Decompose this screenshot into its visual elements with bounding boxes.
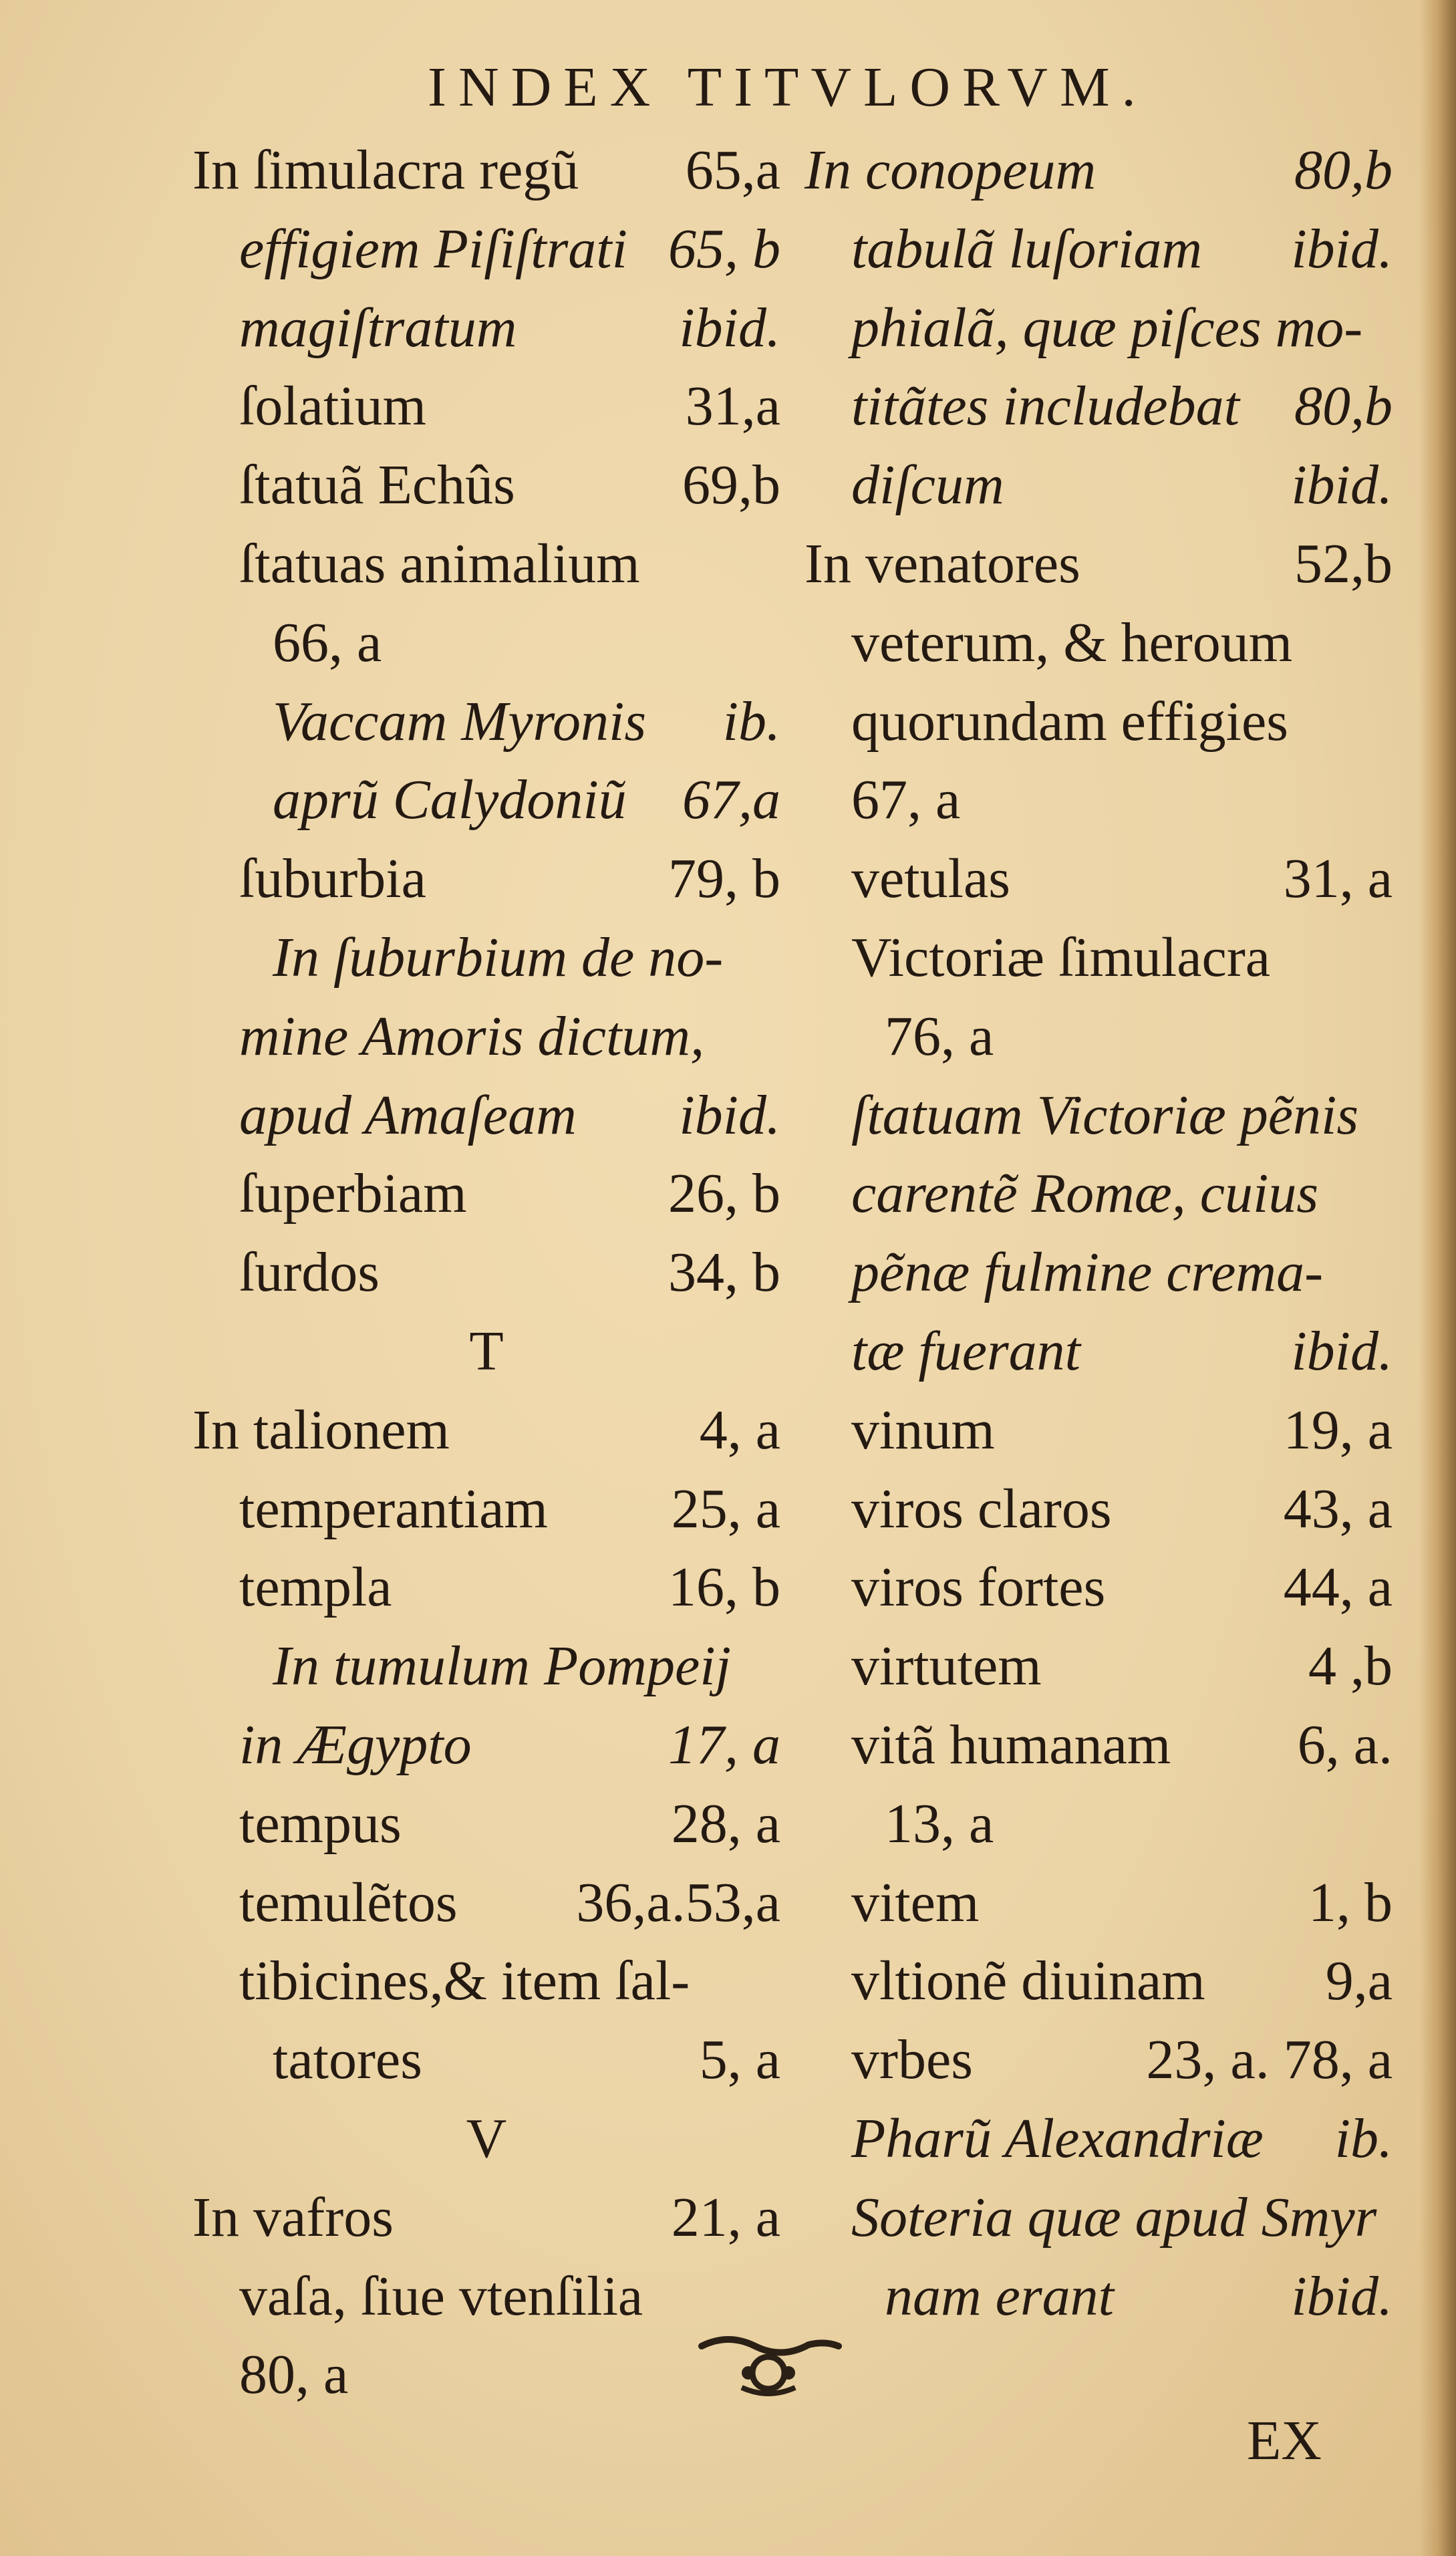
entry-text: 76, a	[885, 1005, 994, 1067]
page-reference: 43, a	[1283, 1477, 1393, 1540]
entry-text: pẽnæ fulmine crema-	[851, 1241, 1324, 1304]
page-reference: 31,a	[685, 375, 780, 438]
entry-text: viros fortes	[851, 1556, 1106, 1619]
entry-text: veterum, & heroum	[851, 611, 1293, 674]
page-reference: 79, b	[668, 848, 780, 910]
entry-text: In vafros	[192, 2186, 394, 2249]
entry-text: effigiem Piſiſtrati	[239, 217, 627, 280]
entry-text: vinum	[851, 1398, 995, 1461]
entry-text: temperantiam	[239, 1477, 548, 1540]
entry-text: titãtes includebat	[851, 375, 1240, 438]
entry-text: vitã humanam	[851, 1713, 1171, 1776]
entry-text: in Ægypto	[239, 1713, 472, 1776]
entry-text: mine Amoris dictum,	[239, 1005, 705, 1067]
entry-text: Victoriæ ſimulacra	[851, 926, 1271, 989]
index-entry	[805, 1312, 1393, 1391]
entry-text: 66, a	[273, 611, 382, 674]
index-entry	[805, 997, 1393, 1076]
entry-text: 13, a	[885, 1792, 994, 1855]
index-entry	[805, 1470, 1393, 1549]
page-reference: 5, a	[699, 2029, 780, 2091]
index-entry	[192, 1785, 780, 1864]
page-reference: 16, b	[668, 1556, 780, 1619]
entry-text: ſuperbiam	[239, 1162, 467, 1225]
entry-text: phialã, quæ piſces mo-	[851, 296, 1363, 359]
index-entry	[192, 1076, 780, 1155]
page-reference: 23, a. 78, a	[1146, 2029, 1393, 2091]
entry-text: 67, a	[851, 769, 961, 832]
entry-text: quorundam effigies	[851, 690, 1288, 753]
entry-text: ſuburbia	[239, 848, 426, 910]
entry-text: carentẽ Romæ, cuius	[851, 1162, 1319, 1225]
page-reference: 34, b	[668, 1241, 780, 1304]
entry-text: In ſimulacra regũ	[192, 139, 579, 201]
entry-text: In venatores	[805, 532, 1080, 595]
index-entry	[805, 131, 1393, 210]
index-entry	[192, 761, 780, 840]
page-reference: 4, a	[699, 1398, 780, 1461]
printer-ornament-icon	[688, 2326, 849, 2400]
page-reference: ibid.	[679, 296, 780, 359]
index-entry	[192, 1864, 780, 1942]
page-reference: 67,a	[682, 769, 780, 832]
index-entry	[192, 682, 780, 761]
page-reference: 31, a	[1283, 848, 1393, 910]
page-reference: 17, a	[668, 1713, 780, 1776]
entry-text: 80, a	[239, 2343, 349, 2406]
index-entry	[192, 604, 780, 682]
index-entry	[805, 2257, 1393, 2336]
index-entry	[805, 367, 1393, 446]
entry-text: In talionem	[192, 1398, 450, 1461]
index-entry	[805, 210, 1393, 289]
index-entry	[805, 1548, 1393, 1627]
index-entry	[805, 446, 1393, 525]
index-column-right	[805, 131, 1393, 2335]
page-reference: ib.	[1334, 2107, 1393, 2170]
page-reference: 21, a	[671, 2186, 780, 2249]
index-entry	[805, 1076, 1393, 1155]
index-entry	[192, 1706, 780, 1785]
index-column-left	[192, 131, 780, 2414]
entry-text: tempus	[239, 1792, 402, 1855]
index-entry	[805, 761, 1393, 840]
entry-text: ſtatuas animalium	[239, 532, 640, 595]
entry-text: Pharũ Alexandriæ	[851, 2107, 1264, 2170]
index-entry	[805, 1233, 1393, 1312]
page-reference: 25, a	[671, 1477, 780, 1540]
index-entry	[192, 1548, 780, 1627]
entry-text: nam erant	[885, 2265, 1114, 2327]
index-entry	[805, 525, 1393, 604]
page-reference: 4 ,b	[1308, 1635, 1393, 1698]
page-reference: ibid.	[679, 1083, 780, 1146]
entry-text: ſurdos	[239, 1241, 380, 1304]
index-entry	[805, 918, 1393, 997]
index-entry	[805, 2021, 1393, 2099]
index-entry	[192, 210, 780, 289]
entry-text: In ſuburbium de no-	[273, 926, 724, 989]
page-reference: 80,b	[1294, 139, 1393, 201]
page-reference: 44, a	[1283, 1556, 1393, 1619]
page-reference: 65, b	[668, 217, 780, 280]
index-entry	[192, 2178, 780, 2257]
page-reference: 69,b	[682, 454, 780, 517]
index-entry	[192, 1233, 780, 1312]
index-entry	[192, 367, 780, 446]
entry-text: diſcum	[851, 454, 1004, 517]
index-entry	[192, 1470, 780, 1549]
entry-text: vaſa, ſiue vtenſilia	[239, 2265, 643, 2327]
page-reference: ibid.	[1291, 1319, 1393, 1382]
index-entry	[805, 1706, 1393, 1785]
page-reference: 80,b	[1294, 375, 1393, 438]
index-entry	[805, 1942, 1393, 2021]
page-reference: 52,b	[1294, 532, 1393, 595]
index-entry	[192, 1312, 780, 1391]
index-entry	[192, 2021, 780, 2099]
page-reference: 26, b	[668, 1162, 780, 1225]
entry-text: vetulas	[851, 848, 1010, 910]
entry-text: tatores	[273, 2029, 422, 2091]
entry-text: temulẽtos	[239, 1871, 458, 1934]
index-entry	[192, 2099, 780, 2178]
page-reference: 28, a	[671, 1792, 780, 1855]
page-reference: 19, a	[1283, 1398, 1393, 1461]
index-entry	[192, 131, 780, 210]
entry-text: T	[469, 1319, 504, 1382]
page-reference: 1, b	[1308, 1871, 1393, 1934]
entry-text: ſtatuã Echûs	[239, 454, 515, 517]
index-entry	[192, 1154, 780, 1233]
index-entry	[805, 840, 1393, 918]
entry-text: vitem	[851, 1871, 980, 1934]
page-reference: 65,a	[685, 139, 780, 201]
index-entry	[192, 1627, 780, 1706]
index-entry	[192, 840, 780, 918]
page-reference: 6, a.	[1297, 1713, 1393, 1776]
entry-text: tæ fuerant	[851, 1319, 1081, 1382]
entry-text: ſtatuam Victoriæ pẽnis	[851, 1083, 1359, 1146]
catchword: EX	[1247, 2410, 1322, 2472]
index-entry	[192, 1391, 780, 1470]
entry-text: virtutem	[851, 1635, 1042, 1698]
entry-text: apud Amaſeam	[239, 1083, 577, 1146]
entry-text: tibicines,& item ſal-	[239, 1950, 690, 2013]
index-entry	[192, 997, 780, 1076]
index-entry	[805, 604, 1393, 682]
entry-text: Vaccam Myronis	[273, 690, 647, 753]
index-entry	[805, 1154, 1393, 1233]
index-entry	[192, 1942, 780, 2021]
entry-text: vltionẽ diuinam	[851, 1950, 1205, 2013]
page-reference: 9,a	[1325, 1950, 1393, 2013]
page-reference: ibid.	[1291, 2265, 1393, 2327]
running-header: INDEX TITVLORVM.	[428, 56, 1148, 118]
index-entry	[805, 1785, 1393, 1864]
index-entry	[805, 1391, 1393, 1470]
entry-text: viros claros	[851, 1477, 1112, 1540]
page-edge	[1419, 0, 1456, 2556]
index-entry	[805, 1864, 1393, 1942]
entry-text: templa	[239, 1556, 392, 1619]
index-entry	[805, 682, 1393, 761]
page-reference: ibid.	[1291, 217, 1393, 280]
entry-text: ſolatium	[239, 375, 426, 438]
page-reference: ib.	[722, 690, 780, 753]
entry-text: In tumulum Pompeij	[273, 1635, 731, 1698]
entry-text: magiſtratum	[239, 296, 517, 359]
index-entry	[192, 289, 780, 368]
entry-text: aprũ Calydoniũ	[273, 769, 627, 832]
entry-text: vrbes	[851, 2029, 973, 2091]
page-reference: ibid.	[1291, 454, 1393, 517]
index-entry	[805, 1627, 1393, 1706]
index-entry	[805, 2099, 1393, 2178]
index-entry	[192, 2257, 780, 2336]
index-entry	[192, 525, 780, 604]
page-reference: 36,a.53,a	[576, 1871, 780, 1934]
index-entry	[805, 2178, 1393, 2257]
index-entry	[192, 446, 780, 525]
index-entry	[192, 918, 780, 997]
entry-text: Soteria quæ apud Smyr	[851, 2186, 1377, 2249]
entry-text: V	[466, 2107, 507, 2170]
entry-text: tabulã luſoriam	[851, 217, 1203, 280]
entry-text: In conopeum	[805, 139, 1097, 201]
index-entry	[805, 289, 1393, 368]
